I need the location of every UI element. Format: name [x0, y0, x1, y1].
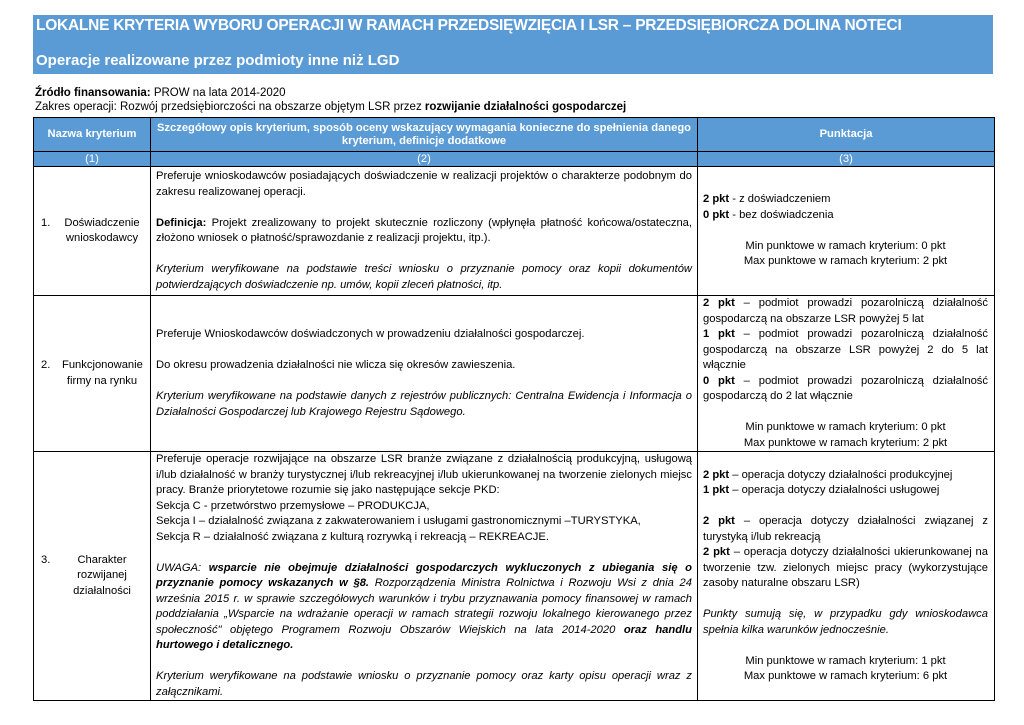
score-text: - bez doświadczenia	[729, 208, 834, 221]
verification-text: Kryterium weryfikowane na podstawie danych z rejestrów publicznych: Centralna Ewidencja i Informacja o Działalności Gospodarczej lub Krajowego Rejestru Sądowego.	[156, 390, 692, 418]
criterion-name: Funkcjonowanie firmy na rynku	[62, 359, 143, 387]
score-text: - z doświadczeniem	[729, 193, 831, 206]
exclusion-note	[156, 561, 692, 654]
cumulative-text: Punkty sumują się, w przypadku gdy wnioskodawca spełnia kilka warunków jednocześnie.	[703, 608, 988, 636]
header-criterion-name: Nazwa kryterium	[34, 118, 151, 152]
score-option	[703, 468, 988, 484]
score-text: – podmiot prowadzi pozarolniczą działalność gospodarczą na obszarze LSR powyżej 2 do 5 lat włącznie	[703, 328, 988, 371]
score-points: 2 pkt	[703, 193, 730, 206]
header-scoring: Punktacja	[698, 118, 995, 152]
definition-label: Definicja:	[156, 216, 207, 229]
criterion-description: Preferuje Wnioskodawców doświadczonych w prowadzeniu działalności gospodarczej.	[156, 328, 585, 340]
note-emphasis: wsparcie nie obejmuje działalności gospodarczych wykluczonych z ubiegania się o przyznanie pomocy wskazanych w §8.	[156, 561, 692, 589]
criterion-name-cell	[34, 452, 151, 701]
table-header-row	[34, 118, 995, 152]
criterion-name-cell	[34, 296, 151, 452]
score-text: – podmiot prowadzi pozarolniczą działalność gospodarczą na obszarze LSR powyżej 5 lat	[703, 297, 988, 325]
scoring-cell	[698, 167, 995, 296]
score-option	[703, 514, 988, 545]
criterion-number: 1.	[41, 216, 51, 229]
header-description: Szczegółowy opis kryterium, sposób oceny wskazujący wymagania konieczne do spełnienia danego kryterium, definicje dodatkowe	[151, 118, 698, 152]
verification-note	[156, 669, 692, 700]
max-points: Max punktowe w ramach kryterium: 6 pkt	[743, 670, 948, 682]
criterion-description: Preferuje operacje rozwijające na obszarze LSR branże związane z działalnością produkcyjną, usługową i/lub działalność w branży turystycznej i/lub rekreacyjnej i/lub ukierunkowanej na tworzenie zielonych miejsc pracy. Branże priorytetowe rozumie się jako następujące sekcje PKD:	[156, 453, 692, 496]
definition-text: Projekt zrealizowany to projekt skutecznie rozliczony (wpłynęła płatność końcowa/ostateczna, złożono wniosek o płatność/sprawozdanie z realizacji projektu, itp.).	[156, 216, 692, 244]
score-points: 0 pkt	[703, 374, 735, 387]
score-option	[703, 208, 988, 224]
score-option	[703, 374, 988, 405]
verification-text: Kryterium weryfikowane na podstawie wniosku o przyznanie pomocy oraz karty opisu operacji wraz z załącznikami.	[156, 670, 692, 698]
score-points: 1 pkt	[703, 484, 730, 496]
criterion-number: 2.	[41, 359, 51, 371]
criterion-number: 3.	[41, 553, 51, 566]
score-option	[703, 327, 988, 374]
criterion-note: Do okresu prowadzenia działalności nie wlicza się okresów zawieszenia.	[156, 359, 516, 371]
document-subtitle: Operacje realizowane przez podmioty inne niż LGD	[36, 52, 400, 69]
score-points: 2 pkt	[703, 468, 730, 481]
max-points: Max punktowe w ramach kryterium: 2 pkt	[743, 255, 948, 268]
min-points: Min punktowe w ramach kryterium: 0 pkt	[745, 239, 946, 252]
verification-note	[156, 389, 692, 420]
pkd-section: Sekcja C - przetwórstwo przemysłowe – PRODUKCJA,	[156, 499, 430, 512]
table-row	[34, 296, 995, 452]
note-label: UWAGA:	[156, 561, 202, 574]
criteria-table	[33, 117, 995, 701]
min-points: Min punktowe w ramach kryterium: 0 pkt	[745, 421, 946, 433]
max-points: Max punktowe w ramach kryterium: 2 pkt	[743, 436, 948, 449]
note-ending: oraz handlu hurtowego i detalicznego.	[156, 623, 693, 651]
funding-source	[35, 87, 286, 99]
score-points: 2 pkt	[703, 546, 730, 558]
table-row	[34, 452, 995, 701]
verification-text: Kryterium weryfikowane na podstawie treści wniosku o przyznanie pomocy oraz kopii dokumentów potwierdzających doświadczenie np. umów, kopii zleceń płatności, itp.	[156, 263, 692, 291]
column-number: (3)	[698, 152, 995, 167]
criterion-description-cell	[151, 296, 698, 452]
criterion-name: Charakter rozwijanej działalności	[73, 553, 131, 597]
score-text: – operacja dotyczy działalności ukierunkowanej na tworzenie tzw. zielonych miejsc pracy (wykorzystujące zasoby naturalne obszaru LSR)	[703, 546, 988, 589]
scope-label: Zakres operacji: Rozwój przedsiębiorczości na obszarze objętym LSR przez	[35, 101, 425, 113]
score-option	[703, 545, 988, 592]
funding-value: PROW na lata 2014-2020	[150, 87, 286, 99]
funding-label: Źródło finansowania:	[35, 87, 151, 99]
criterion-description-cell	[151, 452, 698, 701]
score-option	[703, 483, 988, 499]
score-option	[703, 192, 988, 208]
criterion-description-cell	[151, 167, 698, 296]
table-row	[34, 167, 995, 296]
criterion-name: Doświadczenie wnioskodawcy	[64, 216, 140, 244]
scoring-cell	[698, 452, 995, 701]
criterion-name-cell	[34, 167, 151, 296]
score-text: – podmiot prowadzi pozarolniczą działalność gospodarczą do 2 lat włącznie	[703, 374, 988, 402]
title-banner	[33, 15, 993, 74]
scoring-cell	[698, 296, 995, 452]
definition	[156, 216, 692, 247]
criterion-description: Preferuje wnioskodawców posiadających doświadczenie w realizacji projektów o charakterze podobnym do zakresu realizowanej operacji.	[156, 170, 692, 198]
score-points: 1 pkt	[703, 328, 735, 340]
column-number: (2)	[151, 152, 698, 167]
pkd-section: Sekcja I – działalność związana z zakwaterowaniem i usługami gastronomicznymi –TURYSTYKA,	[156, 515, 641, 527]
pkd-section: Sekcja R – działalność związana z kulturą rozrywką i rekreacją – REKREACJE.	[156, 530, 549, 543]
score-option	[703, 296, 988, 327]
score-text: – operacja dotyczy działalności związanej z turystyką i/lub rekreacją	[703, 515, 988, 543]
column-number-row	[34, 152, 995, 167]
score-points: 0 pkt	[703, 208, 730, 221]
score-points: 2 pkt	[703, 297, 735, 309]
score-text: – operacja dotyczy działalności produkcyjnej	[729, 468, 953, 481]
scope-value: rozwijanie działalności gospodarczej	[424, 101, 627, 113]
score-text: – operacja dotyczy działalności usługowej	[729, 484, 940, 496]
column-number: (1)	[34, 152, 151, 167]
verification-note	[156, 262, 692, 293]
document-title: LOKALNE KRYTERIA WYBORU OPERACJI W RAMACH PRZEDSIĘWZIĘCIA I LSR – PRZEDSIĘBIORCZA DOLINA NOTECI	[36, 17, 902, 34]
operation-scope	[35, 101, 626, 113]
score-points: 2 pkt	[703, 515, 735, 527]
min-points: Min punktowe w ramach kryterium: 1 pkt	[745, 654, 946, 667]
cumulative-note	[703, 607, 988, 638]
note-text: Rozporządzenia Ministra Rolnictwa i Rozwoju Wsi z dnia 24 września 2015 r. w sprawie szczegółowych warunków i trybu przyznawania pomocy finansowej w ramach poddziałania „Wsparcie na wdrażanie operacji w ramach strategii rozwoju lokalnego kierowanego przez społeczność" objętego Programem Rozwoju Obszarów Wiejskich na lata 2014-2020	[156, 577, 692, 636]
